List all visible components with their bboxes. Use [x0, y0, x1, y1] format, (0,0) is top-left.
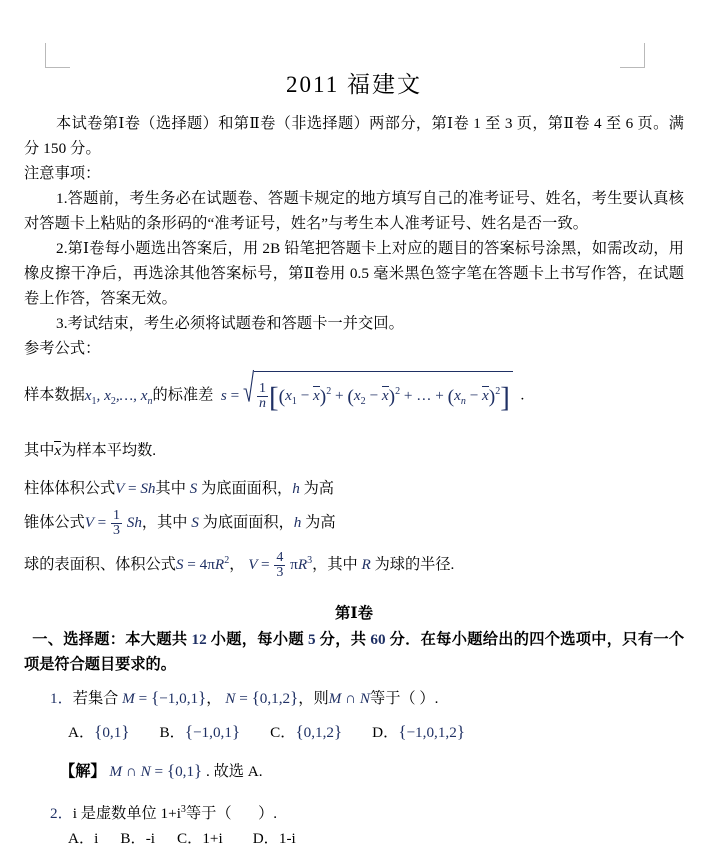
document-content	[24, 60, 684, 851]
note-item-3: 3.考试结束，考生必须将试题卷和答题卡一并交回。	[56, 315, 404, 332]
notes-label: 注意事项：	[24, 165, 101, 182]
question-2-option-a-value[interactable]: i	[94, 830, 99, 848]
question-1-option-c-letter[interactable]: C．	[270, 724, 296, 742]
question-2-option-b-letter[interactable]: B．	[120, 830, 146, 848]
prism-base-symbol: S	[189, 480, 198, 498]
question-2-number: 2	[50, 805, 58, 823]
stddev-suffix: 的标准差	[152, 386, 214, 404]
stddev-expression: s = $\frac{1}{n}$ [$(x_1 - x)^2 + (x_2 - x)^2$ + … + $(x_n - x)^2$]	[221, 387, 517, 404]
question-1-option-b-value[interactable]: {−1,0,1}	[184, 722, 241, 742]
question-2-option-c-letter[interactable]: C．	[177, 830, 203, 848]
question-1-intersection: M ∩ N	[328, 690, 371, 708]
formula-mean-note: 其中x为样本平均数.	[24, 442, 157, 460]
prism-expression: V = Sh	[115, 480, 156, 498]
cone-expression: V = $\frac{1}{3}$ Sh	[84, 507, 142, 539]
solution-label: 【解】	[60, 763, 106, 781]
section-instructions: 一、选择题：本大题共 12 小题，每小题 5 分，共 60 分．在每小题给出的四个选项中，只有一个项是符合题目要求的。	[24, 631, 685, 674]
formula-prism-volume: 柱体体积公式V = Sh其中 S 为底面面积，h 为高	[24, 480, 334, 498]
spacer	[24, 711, 684, 719]
question-2-option-a-letter[interactable]: A．	[68, 830, 95, 848]
question-2-option-d-value[interactable]: 1-i	[278, 830, 296, 848]
formula-sphere: 球的表面积、体积公式$S = 4\pi R^2$， V = $\frac{4}{3}$ $\pi R^3$，其中 R 为球的半径.	[24, 549, 455, 581]
question-1-prefix: 若集合	[72, 690, 119, 708]
sphere-radius-symbol: R	[361, 556, 371, 574]
x-bar-symbol: x	[54, 442, 62, 460]
section-heading: 第Ⅰ卷	[335, 605, 373, 623]
question-1-options	[24, 719, 684, 745]
cone-base-symbol: S	[191, 514, 199, 532]
stddev-period: .	[516, 386, 525, 404]
note-item-1: 1.答题前，考生务必在试题卷、答题卡规定的地方填写自己的准考证号、姓名，考生要认真核对答题卡上粘贴的条形码的“准考证号，姓名”与考生本人准考证号、姓名是否一致。	[24, 190, 684, 232]
spacer	[24, 784, 684, 797]
question-2-option-c-value[interactable]: 1+i	[202, 830, 223, 848]
count-items: 12	[191, 631, 207, 649]
question-2-option-d-letter[interactable]: D．	[252, 830, 279, 848]
question-1-set-n: N = {0,1,2}	[225, 688, 299, 708]
radical-sign	[243, 369, 254, 423]
question-1-stem: 1．若集合 M = {−1,0,1}， N = {0,1,2}，则M ∩ N等于（ ）.	[50, 688, 439, 708]
formula-cone-volume: 锥体公式V = $\frac{1}{3}$ Sh，其中 S 为底面面积，h 为高	[24, 507, 336, 539]
spacer	[24, 584, 684, 601]
spacer	[24, 466, 684, 474]
question-1-solution: 【解】 M ∩ N = {0,1} . 故选 A.	[60, 761, 263, 781]
question-1-suffix: 等于（ ）.	[370, 690, 439, 708]
question-1-option-b-letter[interactable]: B．	[159, 724, 185, 742]
spacer	[24, 423, 684, 436]
question-2-stem: 2．i 是虚数单位 $1+i^3$等于（ ）.	[50, 804, 278, 823]
question-1-option-d-value[interactable]: {−1,0,1,2}	[398, 722, 465, 742]
question-1-option-a-letter[interactable]: A．	[68, 724, 95, 742]
question-1-set-m: M = {−1,0,1}	[122, 688, 207, 708]
spacer	[24, 677, 684, 685]
count-per-item: 5	[307, 631, 316, 649]
spacer	[24, 745, 684, 758]
stddev-prefix: 样本数据	[24, 386, 85, 404]
question-1-option-c-value[interactable]: {0,1,2}	[295, 722, 343, 742]
count-total: 60	[370, 631, 386, 649]
question-1-option-d-letter[interactable]: D．	[372, 724, 399, 742]
intro-paragraph: 本试卷第Ⅰ卷（选择题）和第Ⅱ卷（非选择题）两部分，第Ⅰ卷 1 至 3 页，第Ⅱ卷 4 至 6 页。满分 150 分。	[24, 115, 684, 157]
page-title: 2011 福建文	[286, 72, 422, 97]
prism-height-symbol: h	[292, 480, 300, 498]
question-1-option-a-value[interactable]: {0,1}	[94, 722, 130, 742]
question-2-option-b-value[interactable]: -i	[145, 830, 155, 848]
sphere-volume-expression: V = $\frac{4}{3}$ $\pi R^3$	[248, 549, 313, 581]
sphere-area-expression: $S = 4\pi R^2$	[175, 555, 230, 574]
spacer	[24, 361, 684, 369]
question-1-number: 1	[50, 690, 58, 708]
question-2-options	[24, 826, 684, 851]
formulas-label: 参考公式：	[24, 340, 101, 357]
formula-standard-deviation	[24, 369, 684, 423]
solution-expression: M ∩ N = {0,1}	[109, 761, 203, 781]
cone-height-symbol: h	[293, 514, 302, 532]
note-item-2: 2.第Ⅰ卷每小题选出答案后，用 2B 铅笔把答题卡上对应的题目的答案标号涂黑，如需改动，用橡皮擦干净后，再选涂其他答案标号，第Ⅱ卷用 0.5 毫米黑色签字笔在答题卡上书写作答，在试题卷上作答，答案无效。	[24, 240, 684, 307]
stddev-variables: $x_1$, $x_2,\dots$, $x_n$	[84, 386, 153, 407]
